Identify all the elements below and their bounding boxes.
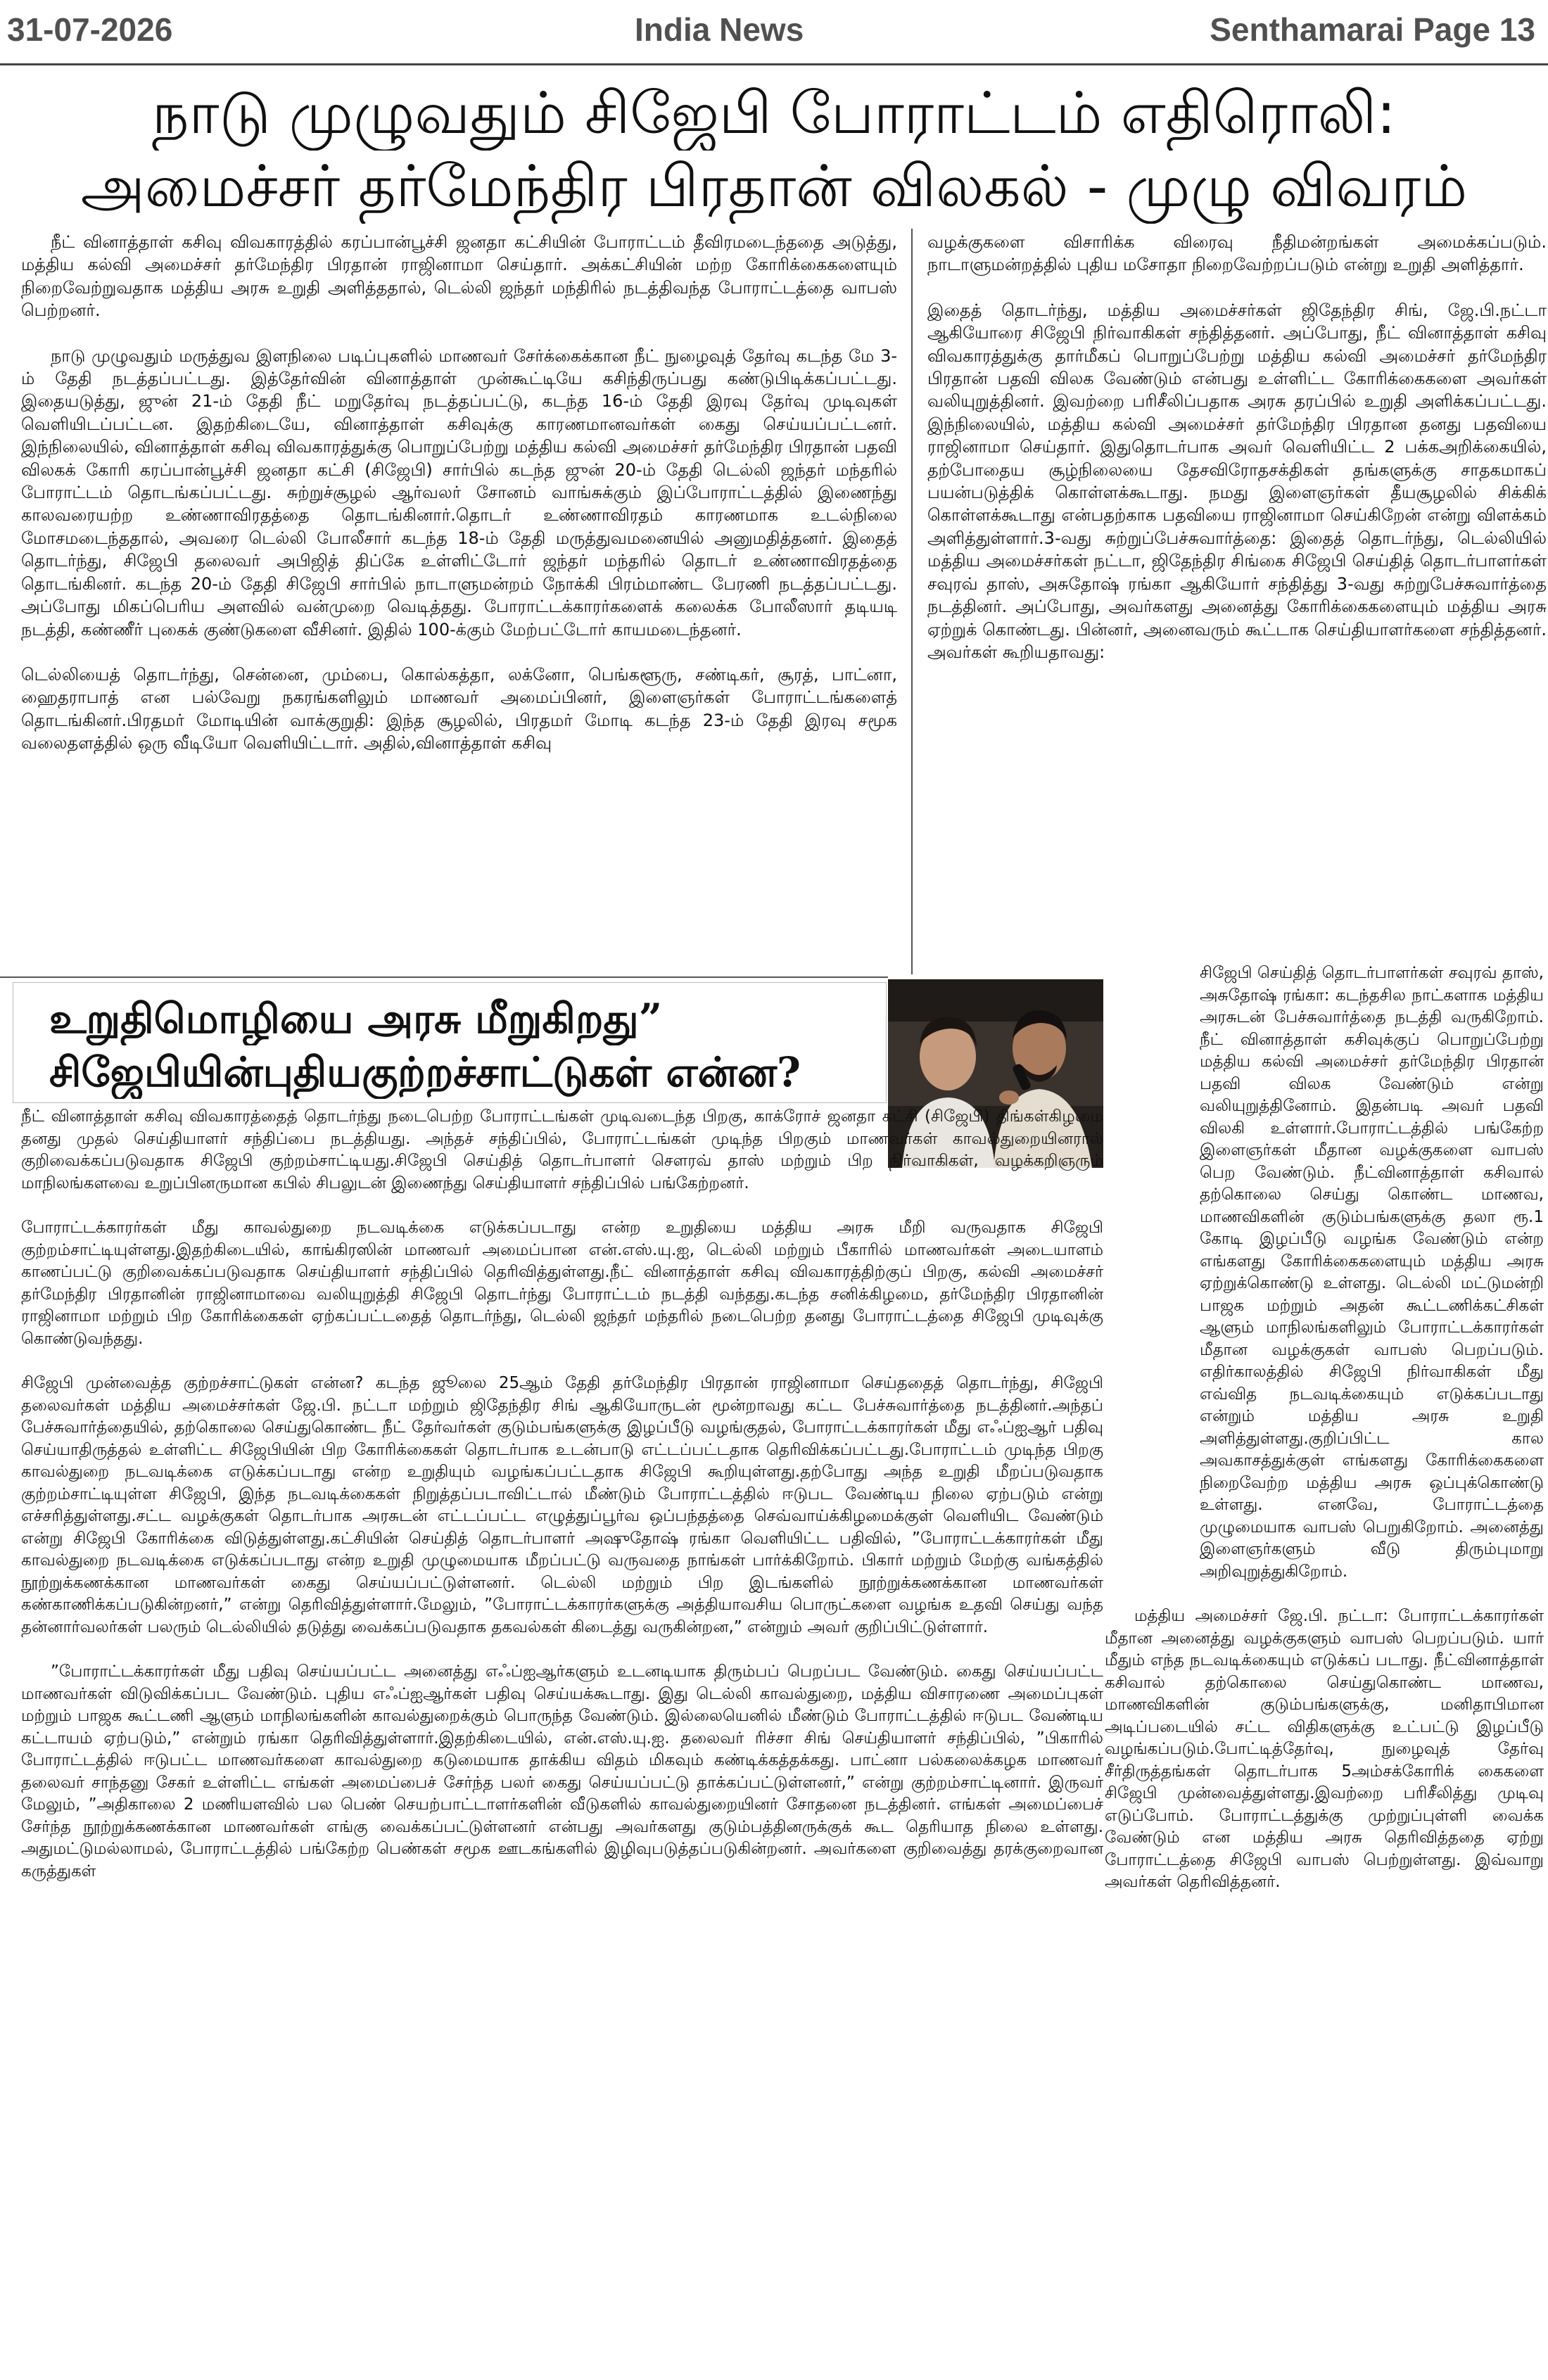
article-column-left [21, 231, 897, 969]
headline-line-1: நாடு முழுவதும் சிஜேபி போராட்டம் எதிரொலி: [152, 80, 1396, 147]
article-column-bottom-right [1105, 962, 1544, 2369]
publication-name: India News [635, 11, 804, 48]
page-header [0, 0, 1548, 65]
main-headline [0, 77, 1548, 224]
paragraph: டெல்லியைத் தொடர்ந்து, சென்னை, மும்பை, கொல்கத்தா, லக்னோ, பெங்களூரு, சண்டிகர், சூரத், பாட்னா, ஹைதராபாத் என பல்வேறு நகரங்களிலும் மாணவர் அமைப்பினர், இளைஞர்கள் போராட்டங்களைத் தொடங்கினர்.பிரதமர் மோடியின் வாக்குறுதி: இந்த சூழலில், பிரதமர் மோடி கடந்த 23-ம் தேதி இரவு சமூக வலைதளத்தில் ஒரு வீடியோ வெளியிட்டார். அதில்,வினாத்தாள் கசிவு [21, 664, 897, 753]
headline-line-2: அமைச்சர் தர்மேந்திர பிரதான் விலகல் - முழு விவரம் [80, 153, 1468, 220]
paragraph: வழக்குகளை விசாரிக்க விரைவு நீதிமன்றங்கள் அமைக்கப்படும். நாடாளுமன்றத்தில் புதிய மசோதா நிறைவேற்றப்படும் என்று உறுதி அளித்தார். [927, 232, 1547, 275]
paragraph: நீட் வினாத்தாள் கசிவு விவகாரத்தைத் தொடர்ந்து நடைபெற்ற போராட்டங்கள் முடிவடைந்த பிறகு, காக்ரோச் ஜனதா கட்சி (சிஜேபி) திங்கள்கிழமை தனது முதல் செய்தியாளர் சந்திப்பை நடத்தியது. அந்தச் சந்திப்பில், போராட்டங்கள் முடிந்த பிறகும் மாணவர்கள் காவல்துறையினரால் குறிவைக்கப்படுவதாக சிஜேபி குற்றம்சாட்டியது.சிஜேபி செய்தித் தொடர்பாளர் சௌரவ் தாஸ் மற்றும் பிற நிர்வாகிகள், வழக்கறிஞரும் மாநிலங்களவை உறுப்பினருமான கபில் சிபலுடன் இணைந்து செய்தியாளர் சந்திப்பில் பங்கேற்றனர். [21, 1107, 1103, 1192]
paragraph: மத்திய அமைச்சர் ஜே.பி. நட்டா: போராட்டக்காரர்கள் மீதான அனைத்து வழக்குகளும் வாபஸ் பெறப்படும். யார் மீதும் எந்த நடவடிக்கையும் எடுக்கப் படாது. நீட்வினாத்தாள் கசிவால் தற்கொலை செய்துகொண்ட மாணவ, மாணவிகளின் குடும்பங்களுக்கு, மனிதாபிமான அடிப்படையில் சட்ட விதிகளுக்கு உட்பட்டு இழப்பீடு வழங்கப்படும்.போட்டித்தேர்வு, நுழைவுத் தேர்வு சீர்திருத்தங்கள் தொடர்பாக 5அம்சக்கோரிக் கைகளை சிஜேபி முன்வைத்துள்ளது.இவற்றை பரிசீலித்து முடிவு எடுப்போம். போராட்டத்துக்கு முற்றுப்புள்ளி வைக்க வேண்டும் என மத்திய அரசு தெரிவித்ததை ஏற்று போராட்டத்தை சிஜேபி வாபஸ் பெற்றுள்ளது. இவ்வாறு அவர்கள் தெரிவித்தனர். [1105, 1607, 1544, 1891]
page-label: Senthamarai Page 13 [1210, 11, 1535, 48]
paragraph: இதைத் தொடர்ந்து, மத்திய அமைச்சர்கள் ஜிதேந்திர சிங், ஜே.பி.நட்டா ஆகியோரை சிஜேபி நிர்வாகிகள் சந்தித்தனர். அப்போது, நீட் வினாத்தாள் கசிவு விவகாரத்துக்கு தார்மீகப் பொறுப்பேற்று மத்திய கல்வி அமைச்சர் தர்மேந்திர பிரதான் பதவி விலக வேண்டும் என்பது உள்ளிட்ட கோரிக்கைகளை அவர்கள் வலியுறுத்தினர். இவற்றை பரிசீலிப்பதாக அரசு தரப்பில் உறுதி அளிக்கப்பட்டது. இந்நிலையில், மத்திய கல்வி அமைச்சர் தர்மேந்திர பிரதான தனது பதவியை ராஜினாமா செய்தார். இதுதொடர்பாக அவர் வெளியிட்ட 2 பக்கஅறிக்கையில், தற்போதைய சூழ்நிலையை தேசவிரோதசக்திகள் தங்களுக்கு சாதகமாகப் பயன்படுத்திக் கொள்ளக்கூடாது. நமது இளைஞர்கள் தீயசூழலில் சிக்கிக் கொள்ளக்கூடாது என்பதற்காக பதவியை ராஜினாமா செய்கிறேன் என்று விளக்கம் அளித்துள்ளார்.3-வது சுற்றுப்பேச்சுவார்த்தை: இதைத் தொடர்ந்து, டெல்லியில் மத்திய அமைச்சர்கள் நட்டா, ஜிதேந்திர சிங்கை சிஜேபி செய்தித் தொடர்பாளர்கள் சவுரவ் தாஸ், அசுதோஷ் ரங்கா ஆகியோர் சந்தித்து 3-வது சுற்றுபேச்சுவார்த்தை நடத்தினர். அப்போது, அவர்களது அனைத்து கோரிக்கைகளையும் மத்திய அரசு ஏற்றுக் கொண்டது. பின்னர், அனைவரும் கூட்டாக செய்தியாளர்களை சந்தித்தனர். அவர்கள் கூறியதாவது: [927, 300, 1547, 662]
column-divider [911, 229, 913, 974]
paragraph: போராட்டக்காரர்கள் மீது காவல்துறை நடவடிக்கை எடுக்கப்படாது என்ற உறுதியை மத்திய அரசு மீறி வருவதாக சிஜேபி குற்றம்சாட்டியுள்ளது.இதற்கிடையில், காங்கிரஸின் மாணவர் அமைப்பான என்.எஸ்.யு.ஐ, டெல்லி மற்றும் பீகாரில் மாணவர்கள் அடையாளம் காணப்பட்டு குறிவைக்கப்படுவதாக செய்தியாளர் சந்திப்பில் தெரிவித்துள்ளது.நீட் வினாத்தாள் கசிவு விவகாரத்திற்குப் பிறகு, கல்வி அமைச்சர் தர்மேந்திர பிரதானின் ராஜினாமாவை வலியுறுத்தி சிஜேபி தொடர்ந்து போராட்டம் நடத்தி வந்தது.கடந்த சனிக்கிழமை, தர்மேந்திர பிரதானின் ராஜினாமா மற்றும் பிற கோரிக்கைகள் ஏற்கப்பட்டதைத் தொடர்ந்து, டெல்லி ஜந்தர் மந்தரில் நடைபெற்ற தனது போராட்டத்தை சிஜேபி முடிவுக்கு கொண்டுவந்தது. [21, 1218, 1103, 1348]
subheadline-line-2: சிஜேபியின்புதியகுற்றச்சாட்டுகள் என்ன? [49, 1048, 801, 1096]
article-column-right [927, 231, 1547, 955]
paragraph: சிஜேபி செய்தித் தொடர்பாளர்கள் சவுரவ் தாஸ், அசுதோஷ் ரங்கா: கடந்தசில நாட்களாக மத்திய அரசுடன் பேச்சுவார்த்தை நடத்தி வருகிறோம். நீட் வினாத்தாள் கசிவுக்குப் பொறுப்பேற்று மத்திய கல்வி அமைச்சர் தர்மேந்திர பிரதான் பதவி விலக வேண்டும் என்று வலியுறுத்தினோம். இதன்படி அவர் பதவி விலகி உள்ளார்.போராட்டத்தில் பங்கேற்ற இளைஞர்கள் மீதான வழக்குகளை வாபஸ் பெற வேண்டும். நீட்வினாத்தாள் கசிவால் தற்கொலை செய்து கொண்ட மாணவ, மாணவிகளின் குடும்பங்களுக்கு தலா ரூ.1 கோடி இழப்பீடு வழங்க வேண்டும் என்ற எங்களது கோரிக்கைகளையும் மத்திய அரசு ஏற்றுக்கொண்டு உள்ளது. டெல்லி மட்டுமன்றி பாஜக மற்றும் அதன் கூட்டணிக்கட்சிகள் ஆளும் மாநிலங்களிலும் போராட்டக்காரர்கள் மீதான வழக்குகள் வாபஸ் பெறப்படும். எதிர்காலத்தில் சிஜேபி நிர்வாகிகள் மீது எவ்வித நடவடிக்கையும் எடுக்கப்படாது என்றும் மத்திய அரசு உறுதி அளித்துள்ளது.குறிப்பிட்ட கால அவகாசத்துக்குள் எங்களது கோரிக்கைகளை நிறைவேற்ற மத்திய அரசு ஒப்புக்கொண்டு உள்ளது. எனவே, போராட்டத்தை முழுமையாக வாபஸ் பெறுகிறோம். அனைத்து இளைஞர்களும் வீடு திரும்புமாறு அறிவுறுத்துகிறோம். [1200, 964, 1544, 1581]
subheadline [49, 992, 880, 1099]
paragraph: ”போராட்டக்காரர்கள் மீது பதிவு செய்யப்பட்ட அனைத்து எஃப்ஐஆர்களும் உடனடியாக திரும்பப் பெறப்பட வேண்டும். கைது செய்யப்பட்ட மாணவர்கள் விடுவிக்கப்பட வேண்டும். புதிய எஃப்ஐஆர்கள் பதிவு செய்யக்கூடாது. இது டெல்லி காவல்துறை, மத்திய விசாரணை அமைப்புகள் மற்றும் பாஜக கூட்டணி ஆளும் மாநிலங்களின் காவல்துறைக்கும் பொருந்த வேண்டும். இல்லையெனில் மீண்டும் போராட்டத்தில் ஈடுபட வேண்டிய கட்டாயம் ஏற்படும்,” என்றும் ரங்கா தெரிவித்துள்ளார்.இதற்கிடையில், என்.எஸ்.யு.ஐ. தலைவர் ரிச்சா சிங் செய்தியாளர் சந்திப்பில், ”பிகாரில் போராட்டத்தில் ஈடுபட்ட மாணவர்களை காவல்துறை கடுமையாக தாக்கிய விதம் மிகவும் கண்டிக்கத்தக்கது. பாட்னா பல்கலைக்கழக மாணவர் தலைவர் சாந்தனு சேகர் உள்ளிட்ட எங்கள் அமைப்பைச் சேர்ந்த பலர் கைது செய்யப்பட்டு தாக்கப்பட்டுள்ளனர்,” என்று குற்றம்சாட்டினார். இருவர் மேலும், ”அதிகாலை 2 மணியளவில் பல பெண் செயற்பாட்டாளர்களின் வீடுகளில் காவல்துறையினர் சோதனை நடத்தினர். எங்கள் அமைப்பைச் சேர்ந்த நூற்றுக்கணக்கான மாணவர்கள் எங்கு வைக்கப்பட்டுள்ளனர் என்பது அவர்களது குடும்பத்தினருக்குக் கூட தெரியாத நிலை உள்ளது. அதுமட்டுமல்லாமல், போராட்டத்தில் பங்கேற்ற பெண்கள் சமூக ஊடகங்களில் இழிவுபடுத்தப்படுகின்றனர். அவர்களை குறிவைத்து தரக்குறைவான கருத்துகள் [21, 1662, 1103, 1881]
paragraph: சிஜேபி முன்வைத்த குற்றச்சாட்டுகள் என்ன? கடந்த ஜூலை 25ஆம் தேதி தர்மேந்திர பிரதான் ராஜினாமா செய்ததைத் தொடர்ந்து, சிஜேபி தலைவர்கள் மத்திய அமைச்சர்கள் ஜே.பி. நட்டா மற்றும் ஜிதேந்திர சிங் ஆகியோருடன் மூன்றாவது கட்ட பேச்சுவார்த்தை நடத்தினர்.அந்தப் பேச்சுவார்த்தையில், தற்கொலை செய்துகொண்ட நீட் தேர்வர்கள் குடும்பங்களுக்கு இழப்பீடு வழங்குதல், போராட்டக்காரர்கள் மீது எஃப்ஐஆர் பதிவு செய்யாதிருத்தல் உள்ளிட்ட சிஜேபியின் பிற கோரிக்கைகள் தொடர்பாக உடன்பாடு எட்டப்பட்டதாக தெரிவிக்கப்பட்டது.போராட்டம் முடிந்த பிறகு காவல்துறை நடவடிக்கை எடுக்கப்படாது என்ற உறுதியும் வழங்கப்பட்டதாக சிஜேபி கூறியுள்ளது.தற்போது அந்த உறுதி மீறப்படுவதாக குற்றம்சாட்டியுள்ள சிஜேபி, இந்த நடவடிக்கைகள் நிறுத்தப்படாவிட்டால் மீண்டும் போராட்டத்தில் ஈடுபட வேண்டிய நிலை ஏற்படும் என்று எச்சரித்துள்ளது.சட்ட வழக்குகள் தொடர்பாக அரசுடன் எட்டப்பட்ட எழுத்துப்பூர்வ ஒப்பந்தத்தை செவ்வாய்க்கிழமைக்குள் வெளியிட வேண்டும் என்று சிஜேபி கோரிக்கை விடுத்துள்ளது.கட்சியின் செய்தித் தொடர்பாளர் அஷுதோஷ் ரங்கா வெளியிட்ட பதிவில், ”போராட்டக்காரர்கள் மீது காவல்துறை நடவடிக்கை எடுக்கப்படாது என்ற உறுதி முழுமையாக மீறப்பட்டு வருவதை நாங்கள் பார்க்கிறோம். பிகார் மற்றும் மேற்கு வங்கத்தில் நூற்றுக்கணக்கான மாணவர்கள் கைது செய்யப்பட்டுள்ளனர். டெல்லி மற்றும் பிற இடங்களில் நூற்றுக்கணக்கான மாணவர்கள் கண்காணிக்கப்படுகின்றனர்,” என்று தெரிவித்துள்ளார்.மேலும், ”போராட்டக்காரர்களுக்கு அத்தியாவசிய பொருட்களை வழங்க உதவி செய்து வந்த தன்னார்வலர்கள் பலரும் டெல்லியில் தடுத்து வைக்கப்படுவதாக தகவல்கள் கிடைத்து வருகின்றன,” என்றும் அவர் குறிப்பிட்டுள்ளார். [21, 1374, 1103, 1636]
paragraph: நீட் வினாத்தாள் கசிவு விவகாரத்தில் கரப்பான்பூச்சி ஜனதா கட்சியின் போராட்டம் தீவிரமடைந்ததை அடுத்து, மத்திய கல்வி அமைச்சர் தர்மேந்திர பிரதான் ராஜினாமா செய்தார். அக்கட்சியின் மற்ற கோரிக்கைகளையும் நிறைவேற்றுவதாக மத்திய அரசு உறுதி அளித்ததால், டெல்லி ஜந்தர் மந்திரில் நடத்திவந்த போராட்டத்தை வாபஸ் பெற்றனர். [21, 232, 897, 321]
section-divider [0, 976, 888, 978]
issue-date: 31-07-2026 [7, 11, 173, 48]
paragraph: நாடு முழுவதும் மருத்துவ இளநிலை படிப்புகளில் மாணவர் சேர்க்கைக்கான நீட் நுழைவுத் தேர்வு கடந்த மே 3-ம் தேதி நடத்தப்பட்டது. இத்தேர்வின் வினாத்தாள் முன்கூட்டியே கசிந்திருப்பது கண்டுபிடிக்கப்பட்டது. இதையடுத்து, ஜுன் 21-ம் தேதி நீட் மறுதேர்வு நடத்தப்பட்டு, கடந்த 16-ம் தேதி இரவு தேர்வு முடிவுகள் வெளியிடப்பட்டன. இதற்கிடையே, வினாத்தாள் கசிவுக்கு காரணமானவர்கள் கைது செய்யப்பட்டனர். இந்நிலையில், வினாத்தாள் கசிவு விவகாரத்துக்கு பொறுப்பேற்று மத்திய கல்வி அமைச்சர் தர்மேந்திர பிரதான் பதவி விலகக் கோரி கரப்பான்பூச்சி ஜனதா கட்சி (சிஜேபி) சார்பில் கடந்த ஜுன் 20-ம் தேதி டெல்லி ஜந்தர் மந்தரில் போராட்டம் தொடங்கப்பட்டது. சுற்றுச்சூழல் ஆர்வலர் சோனம் வாங்சுக்கும் இப்போராட்டத்தில் இணைந்து காலவரையற்ற உண்ணாவிரதத்தை தொடங்கினார்.தொடர் உண்ணாவிரதம் காரணமாக உடல்நிலை மோசமடைந்ததால், அவரை டெல்லி போலீசார் கடந்த 18-ம் தேதி மருத்துவமனையில் அனுமதித்தனர். இதைத் தொடர்ந்து, சிஜேபி தலைவர் அபிஜித் திப்கே உள்ளிட்டோர் ஜந்தர் மந்தரில் தொடர் உண்ணாவிரதத்தை தொடங்கினர். கடந்த 20-ம் தேதி சிஜேபி சார்பில் நாடாளுமன்றம் நோக்கி பிரம்மாண்ட பேரணி நடத்தப்பட்டது. அப்போது மிகப்பெரிய அளவில் வன்முறை வெடித்தது. போராட்டக்காரர்களைக் கலைக்க போலீஸார் தடியடி நடத்தி, கண்ணீர் புகைக் குண்டுகளை வீசினர். இதில் 100-க்கும் மேற்பட்டோர் காயமடைந்தனர். [21, 345, 897, 639]
article-column-bottom-left [21, 1106, 1103, 2372]
subheadline-line-1: உறுதிமொழியை அரசு மீறுகிறது” [49, 995, 663, 1043]
